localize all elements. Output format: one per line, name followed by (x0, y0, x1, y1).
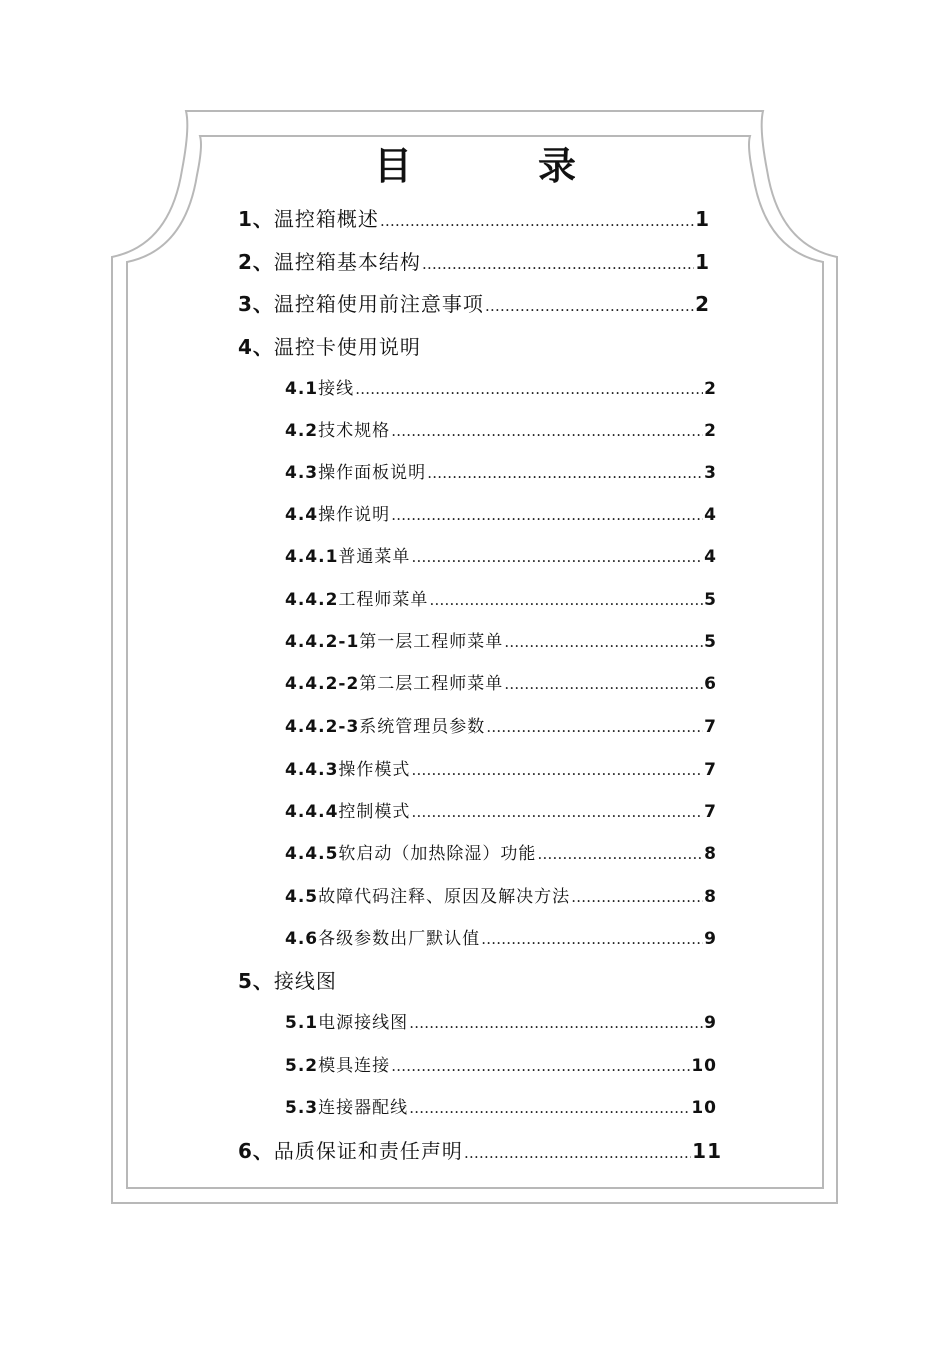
toc-entry-page: 3 (704, 463, 717, 483)
toc-leader-dots (571, 882, 703, 912)
toc-entry[interactable] (285, 542, 717, 572)
toc-entry-page: 10 (691, 1056, 717, 1076)
toc-entry[interactable] (285, 627, 717, 657)
toc-entry[interactable] (238, 1136, 722, 1168)
toc-entry-number: 5.1 (285, 1013, 319, 1033)
toc-entry[interactable] (238, 204, 710, 236)
toc-entry-title: 温控箱使用前注意事项 (273, 292, 484, 316)
toc-entry[interactable] (238, 247, 710, 279)
toc-entry-number: 4.4.2-1 (285, 632, 360, 652)
toc-entry-page: 8 (704, 887, 717, 907)
toc-entry-title: 温控卡使用说明 (273, 335, 421, 359)
toc-leader-dots (411, 797, 703, 827)
toc-entry-title: 各级参数出厂默认值 (318, 929, 481, 949)
toc-entry-page: 4 (704, 547, 717, 567)
toc-entry-title: 电源接线图 (318, 1013, 409, 1033)
toc-entry-title: 普通菜单 (338, 547, 411, 567)
toc-entry-number: 4、 (238, 335, 274, 359)
toc-entry[interactable] (285, 924, 717, 954)
toc-entry-page: 5 (704, 632, 717, 652)
toc-entry-number: 4.4.1 (285, 547, 339, 567)
toc-leader-dots (409, 1093, 690, 1123)
toc-entry-page: 6 (704, 674, 717, 694)
toc-entry-number: 4.4.2-2 (285, 674, 360, 694)
toc-entry-title: 品质保证和责任声明 (273, 1139, 463, 1163)
toc-entry-title: 软启动（加热除湿）功能 (338, 844, 537, 864)
toc-entry-page: 9 (704, 1013, 717, 1033)
toc-entry-number: 2、 (238, 250, 274, 274)
toc-entry[interactable] (285, 1008, 717, 1038)
toc-leader-dots (537, 839, 703, 869)
toc-entry-title: 接线 (318, 379, 355, 399)
toc-leader-dots (429, 585, 703, 615)
toc-entry-number: 4.6 (285, 929, 319, 949)
toc-entry[interactable] (285, 374, 717, 404)
toc-entry-page: 1 (695, 207, 710, 231)
toc-entry[interactable] (238, 289, 710, 321)
toc-entry-page: 10 (691, 1098, 717, 1118)
toc-leader-dots (380, 206, 694, 236)
toc-entry[interactable] (285, 1093, 717, 1123)
toc-leader-dots (504, 627, 703, 657)
toc-entry-page: 7 (704, 802, 717, 822)
toc-entry-page: 2 (704, 421, 717, 441)
toc-leader-dots (391, 416, 703, 446)
toc-entry-page: 7 (704, 717, 717, 737)
toc-entry[interactable] (285, 712, 717, 742)
toc-entry[interactable] (285, 797, 717, 827)
toc-leader-dots (485, 291, 694, 321)
toc-entry-title: 操作说明 (318, 505, 391, 525)
toc-entry-page: 8 (704, 844, 717, 864)
toc-entry[interactable] (285, 458, 717, 488)
toc-leader-dots (355, 374, 703, 404)
toc-entry[interactable] (285, 416, 717, 446)
toc-entry-title: 第一层工程师菜单 (359, 632, 504, 652)
toc-entry[interactable] (285, 1051, 717, 1081)
toc-entry[interactable] (238, 332, 710, 362)
toc-leader-dots (422, 249, 694, 279)
toc-entry-title: 操作模式 (338, 760, 411, 780)
toc-entry-title: 连接器配线 (318, 1098, 409, 1118)
toc-entry-number: 4.5 (285, 887, 319, 907)
toc-entry-title: 温控箱概述 (273, 207, 379, 231)
toc-entry[interactable] (285, 755, 717, 785)
toc-entry[interactable] (285, 669, 717, 699)
toc-entry-title: 接线图 (273, 969, 337, 993)
toc-entry[interactable] (238, 966, 710, 996)
toc-entry-title: 故障代码注释、原因及解决方法 (318, 887, 571, 907)
toc-entry-page: 9 (704, 929, 717, 949)
page-title: 目 录 (373, 144, 620, 188)
toc-leader-dots (391, 500, 703, 530)
toc-entry-title: 第二层工程师菜单 (359, 674, 504, 694)
toc-leader-dots (464, 1138, 691, 1168)
toc-entry-number: 4.4.3 (285, 760, 339, 780)
toc-leader-dots (504, 669, 703, 699)
toc-entry[interactable] (285, 585, 717, 615)
toc-leader-dots (481, 924, 703, 954)
toc-entry-number: 1、 (238, 207, 274, 231)
toc-entry-page: 4 (704, 505, 717, 525)
toc-entry-number: 4.1 (285, 379, 319, 399)
toc-entry-title: 系统管理员参数 (359, 717, 486, 737)
toc-entry-number: 4.2 (285, 421, 319, 441)
toc-entry-page: 11 (692, 1139, 722, 1163)
toc-entry-number: 4.4.5 (285, 844, 339, 864)
toc-entry-number: 3、 (238, 292, 274, 316)
toc-entry[interactable] (285, 839, 717, 869)
toc-entry-title: 模具连接 (318, 1056, 391, 1076)
toc-entry-number: 5.2 (285, 1056, 319, 1076)
toc-entry-number: 4.3 (285, 463, 319, 483)
toc-entry-page: 5 (704, 590, 717, 610)
toc-entry-number: 6、 (238, 1139, 274, 1163)
toc-entry-number: 4.4 (285, 505, 319, 525)
toc-entry-number: 5.3 (285, 1098, 319, 1118)
toc-entry-number: 4.4.4 (285, 802, 339, 822)
toc-entry-title: 控制模式 (338, 802, 411, 822)
toc-entry-number: 4.4.2-3 (285, 717, 360, 737)
toc-entry[interactable] (285, 500, 717, 530)
toc-leader-dots (391, 1051, 690, 1081)
toc-entry-title: 技术规格 (318, 421, 391, 441)
toc-leader-dots (409, 1008, 703, 1038)
toc-leader-dots (411, 542, 703, 572)
toc-entry-page: 1 (695, 250, 710, 274)
toc-leader-dots (427, 458, 703, 488)
toc-entry-page: 7 (704, 760, 717, 780)
toc-entry[interactable] (285, 882, 717, 912)
toc-entry-title: 工程师菜单 (338, 590, 429, 610)
toc-entry-number: 5、 (238, 969, 274, 993)
toc-entry-page: 2 (695, 292, 710, 316)
toc-entry-number: 4.4.2 (285, 590, 339, 610)
toc-leader-dots (411, 755, 703, 785)
toc-entry-title: 温控箱基本结构 (273, 250, 421, 274)
toc-entry-page: 2 (704, 379, 717, 399)
toc-leader-dots (486, 712, 703, 742)
toc-entry-title: 操作面板说明 (318, 463, 427, 483)
